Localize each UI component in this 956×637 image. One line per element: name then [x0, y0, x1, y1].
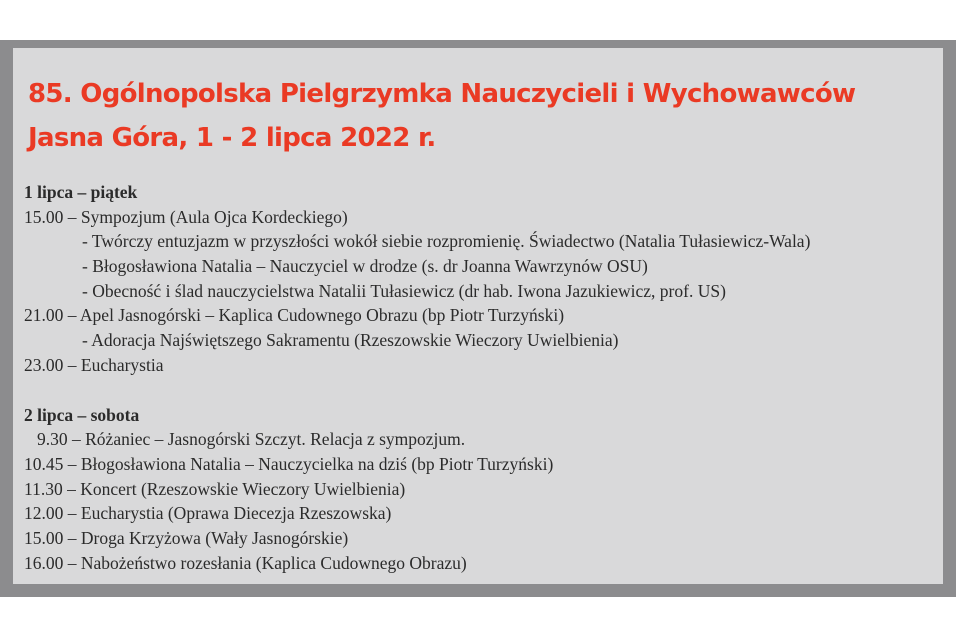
schedule-subitem: - Obecność i ślad nauczycielstwa Natalii Tułasiewicz (dr hab. Iwona Jazukiewicz, prof. US) — [82, 280, 726, 301]
title-line-2: Jasna Góra, 1 - 2 lipca 2022 r. — [28, 123, 436, 153]
schedule-subitem: - Adoracja Najświętszego Sakramentu (Rzeszowskie Wieczory Uwielbienia) — [82, 330, 619, 351]
schedule-item: 11.30 – Koncert (Rzeszowskie Wieczory Uwielbienia) — [24, 478, 406, 499]
schedule-item: 12.00 – Eucharystia (Oprawa Diecezja Rzeszowska) — [24, 503, 392, 524]
schedule-item: 15.00 – Droga Krzyżowa (Wały Jasnogórskie) — [24, 527, 349, 548]
poster-frame — [0, 40, 956, 597]
announcement-panel — [13, 48, 943, 584]
schedule-item: 15.00 – Sympozjum (Aula Ojca Kordeckiego) — [24, 206, 348, 227]
schedule-item: 9.30 – Różaniec – Jasnogórski Szczyt. Relacja z sympozjum. — [37, 429, 466, 450]
day1-heading: 1 lipca – piątek — [24, 182, 138, 202]
schedule-item: 21.00 – Apel Jasnogórski – Kaplica Cudownego Obrazu (bp Piotr Turzyński) — [24, 305, 565, 326]
schedule-item: 16.00 – Nabożeństwo rozesłania (Kaplica Cudownego Obrazu) — [24, 552, 467, 573]
title-line-1: 85. Ogólnopolska Pielgrzymka Nauczycieli i Wychowawców — [28, 79, 856, 109]
schedule — [24, 180, 810, 575]
schedule-subitem: - Błogosławiona Natalia – Nauczyciel w drodze (s. dr Joanna Wawrzynów OSU) — [82, 256, 648, 277]
day2-heading: 2 lipca – sobota — [24, 404, 140, 425]
schedule-item: 10.45 – Błogosławiona Natalia – Nauczycielka na dziś (bp Piotr Turzyński) — [24, 453, 554, 474]
section-spacer — [24, 378, 810, 403]
schedule-subitem: - Twórczy entuzjazm w przyszłości wokół siebie rozpromienię. Świadectwo (Natalia Tułasiewicz-Wala) — [82, 231, 811, 252]
schedule-item: 23.00 – Eucharystia — [24, 354, 164, 375]
